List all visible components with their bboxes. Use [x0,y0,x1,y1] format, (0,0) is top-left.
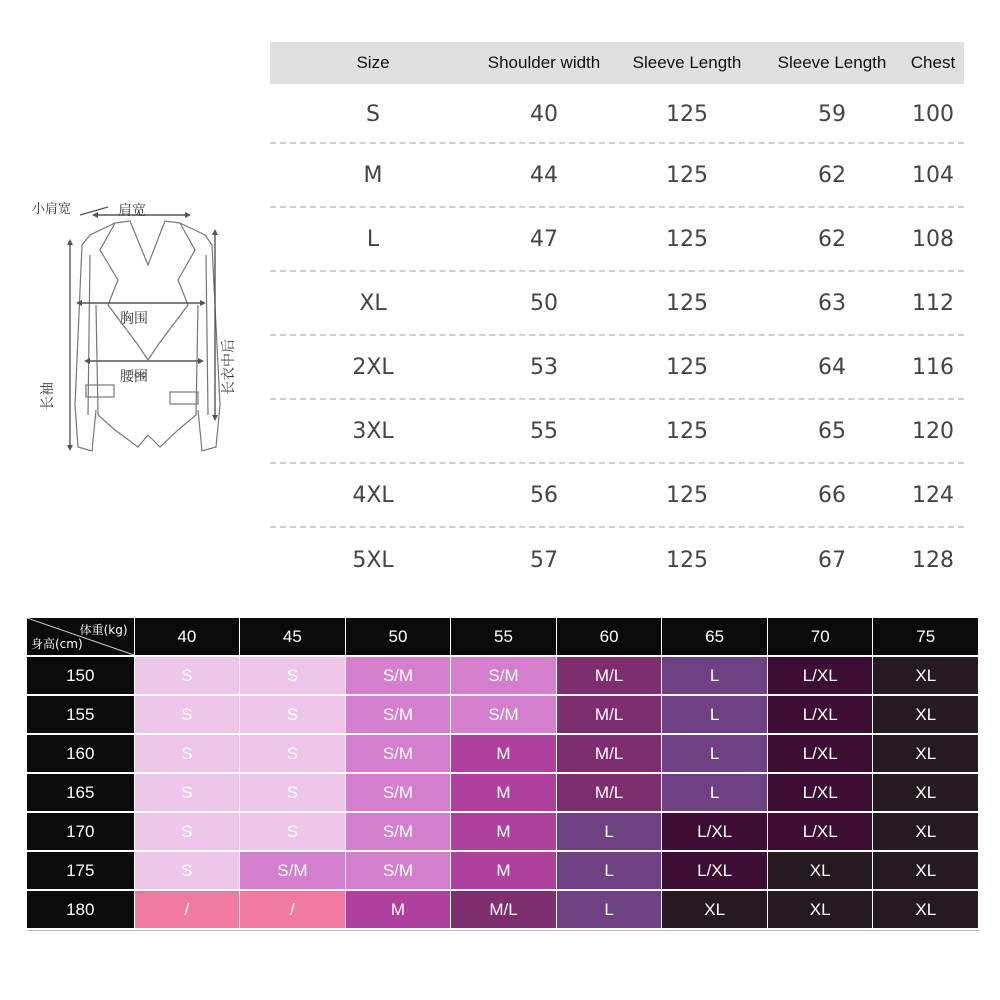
matrix-row [27,852,979,891]
table-row [270,336,964,400]
size-cell: S/M [346,657,451,694]
size-cell: S/M [346,774,451,811]
size-cell: L [662,735,767,772]
cell-chest: 108 [912,226,954,252]
garment-measurement-diagram [20,185,260,465]
size-cell: S/M [346,735,451,772]
table-row [270,400,964,464]
size-cell: L/XL [768,696,873,733]
cell-sleeve-length-2: 64 [818,354,846,380]
cell-chest: 112 [912,290,954,316]
chest-label: 胸围 [120,311,148,327]
size-cell: S/M [451,696,556,733]
size-cell: / [240,891,345,928]
size-cell: L [662,657,767,694]
size-cell: XL [873,735,978,772]
size-cell: M/L [557,657,662,694]
cell-size: S [366,101,380,127]
cell-shoulder-width: 44 [530,162,558,188]
size-cell: S/M [346,813,451,850]
cell-sleeve-length-2: 67 [818,547,846,573]
header-sleeve-length: Sleeve Length [632,53,742,72]
matrix-row [27,774,979,813]
cell-sleeve-length-2: 59 [818,101,846,127]
matrix-row [27,696,979,735]
weight-header: 70 [768,618,873,655]
cell-sleeve-length: 125 [666,101,708,127]
cell-size: M [363,162,383,188]
size-cell: S [240,774,345,811]
cell-sleeve-length: 125 [666,547,708,573]
size-cell: M/L [557,735,662,772]
size-cell: XL [662,891,767,928]
size-cell: S [135,657,240,694]
header-shoulder-width: Shoulder width [487,53,601,72]
table-row [270,208,964,272]
cell-chest: 100 [912,101,954,127]
header-chest: Chest [910,53,956,72]
size-cell: L [557,891,662,928]
cell-chest: 104 [912,162,954,188]
size-cell: L/XL [768,735,873,772]
weight-header: 65 [662,618,767,655]
size-cell: L/XL [662,813,767,850]
size-cell: S/M [451,657,556,694]
header-size: Size [356,53,390,72]
sleeve-label: 长袖 [40,382,56,410]
size-cell: S/M [240,852,345,889]
size-cell: XL [768,852,873,889]
cell-sleeve-length: 125 [666,290,708,316]
weight-header: 55 [451,618,556,655]
cell-chest: 128 [912,547,954,573]
size-cell: XL [873,852,978,889]
weight-header: 45 [240,618,345,655]
size-cell: S [135,852,240,889]
size-cell: M/L [557,696,662,733]
size-cell: XL [873,891,978,928]
size-cell: XL [873,774,978,811]
size-cell: M [451,735,556,772]
size-cell: L [557,813,662,850]
size-cell: S [135,735,240,772]
cell-shoulder-width: 55 [530,418,558,444]
cell-shoulder-width: 50 [530,290,558,316]
size-cell: L [662,774,767,811]
size-cell: M [451,852,556,889]
cell-size: 2XL [352,354,394,380]
size-cell: L [662,696,767,733]
cell-shoulder-width: 40 [530,101,558,127]
size-cell: M [451,813,556,850]
waist-label: 腰围 [120,369,148,385]
matrix-row [27,657,979,696]
matrix-header-row [27,618,979,657]
small-shoulder-label: 小肩宽 [32,202,72,217]
length-label: 长衣中后 [221,339,237,395]
cell-chest: 124 [912,482,954,508]
weight-header: 60 [557,618,662,655]
size-cell: M/L [451,891,556,928]
size-cell: S [135,774,240,811]
size-cell: L [557,852,662,889]
matrix-row [27,891,979,930]
size-cell: S [240,657,345,694]
matrix-row [27,813,979,852]
table-row [270,272,964,336]
table-row [270,86,964,144]
header-sleeve-length-2: Sleeve Length [777,53,887,72]
size-cell: XL [873,657,978,694]
cell-size: 5XL [352,547,394,573]
size-cell: L/XL [662,852,767,889]
weight-header: 50 [346,618,451,655]
cell-sleeve-length: 125 [666,226,708,252]
size-cell: XL [768,891,873,928]
height-header: 170 [27,813,134,850]
corner-height-label: 身高(cm) [31,637,83,651]
size-cell: M/L [557,774,662,811]
cell-shoulder-width: 47 [530,226,558,252]
height-header: 150 [27,657,134,694]
corner-weight-label: 体重(kg) [79,623,128,637]
size-cell: XL [873,696,978,733]
size-cell: S [240,735,345,772]
cell-chest: 120 [912,418,954,444]
size-cell: S/M [346,696,451,733]
cell-shoulder-width: 53 [530,354,558,380]
cell-sleeve-length: 125 [666,482,708,508]
size-chart-header [270,42,964,84]
size-cell: / [135,891,240,928]
matrix-row [27,735,979,774]
weight-header: 75 [873,618,978,655]
size-cell: S/M [346,852,451,889]
size-cell: L/XL [768,774,873,811]
height-header: 160 [27,735,134,772]
cell-size: 4XL [352,482,394,508]
size-cell: L/XL [768,813,873,850]
cell-sleeve-length-2: 65 [818,418,846,444]
size-cell: M [451,774,556,811]
cell-shoulder-width: 56 [530,482,558,508]
size-cell: S [135,813,240,850]
cell-chest: 116 [912,354,954,380]
table-row [270,144,964,208]
cell-sleeve-length: 125 [666,162,708,188]
size-cell: S [240,696,345,733]
blazer-outline-drawing [20,185,260,465]
cell-sleeve-length: 125 [666,354,708,380]
height-header: 180 [27,891,134,928]
size-cell: S [240,813,345,850]
cell-shoulder-width: 57 [530,547,558,573]
cell-sleeve-length-2: 62 [818,226,846,252]
matrix-body [27,657,979,930]
size-recommendation-matrix [27,618,979,930]
size-chart [270,42,964,592]
table-row [270,464,964,528]
height-header: 155 [27,696,134,733]
cell-size: L [366,226,380,252]
cell-size: XL [359,290,387,316]
matrix-corner [27,618,134,655]
cell-size: 3XL [352,418,394,444]
cell-sleeve-length-2: 66 [818,482,846,508]
size-cell: M [346,891,451,928]
cell-sleeve-length-2: 63 [818,290,846,316]
weight-header: 40 [135,618,240,655]
height-header: 175 [27,852,134,889]
table-row [270,528,964,592]
cell-sleeve-length: 125 [666,418,708,444]
size-cell: L/XL [768,657,873,694]
cell-sleeve-length-2: 62 [818,162,846,188]
height-header: 165 [27,774,134,811]
size-chart-body [270,86,964,592]
size-cell: S [135,696,240,733]
shoulder-label: 肩宽 [118,203,146,219]
divider [27,930,979,931]
size-cell: XL [873,813,978,850]
